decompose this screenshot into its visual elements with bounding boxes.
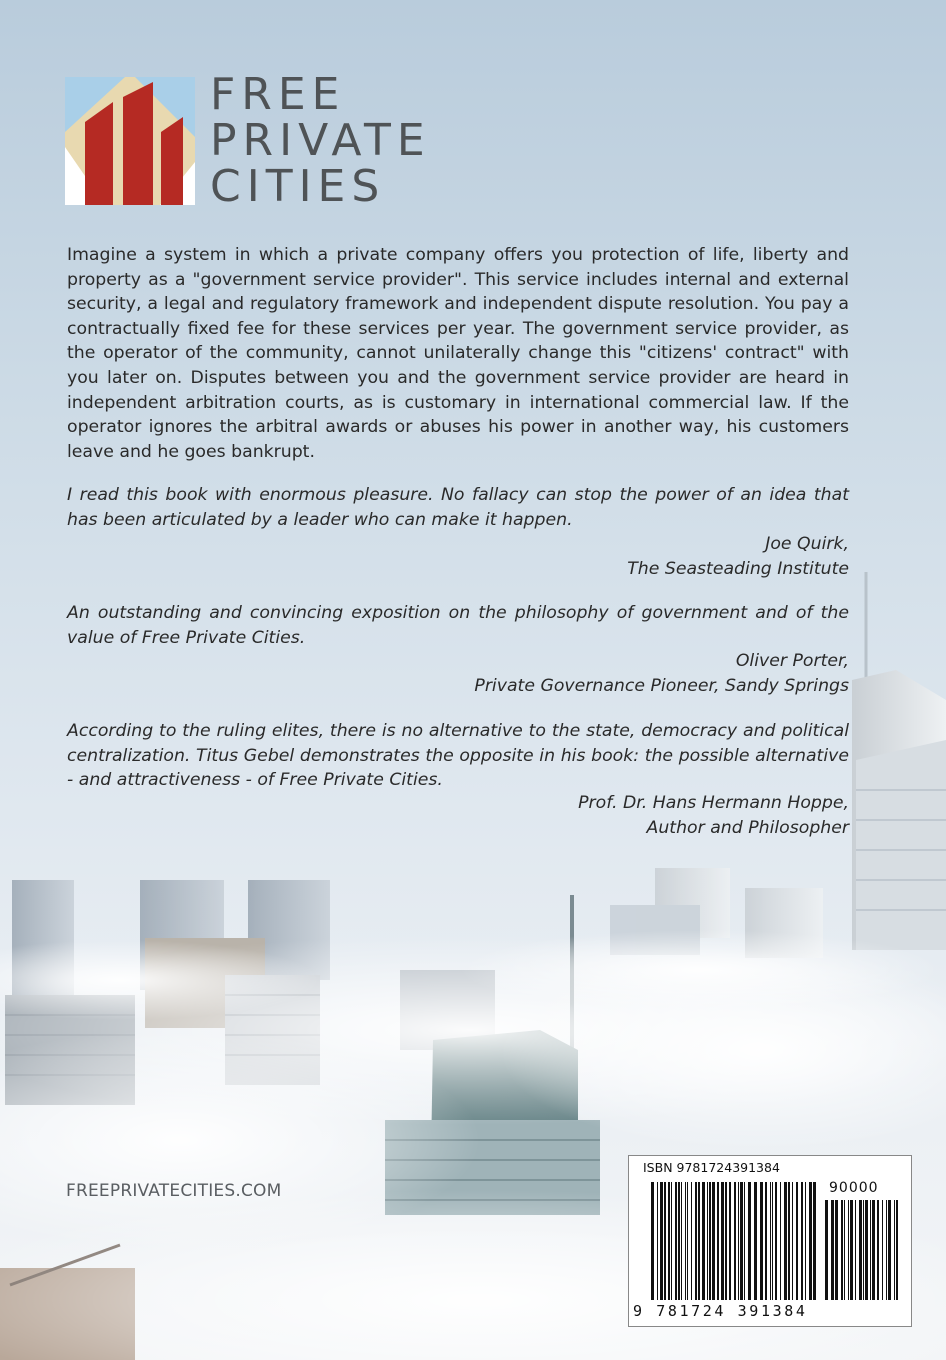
barcode-bar — [725, 1182, 727, 1300]
barcode-bar — [831, 1200, 834, 1300]
barcode-bar — [848, 1200, 849, 1300]
barcode-bar — [805, 1182, 806, 1300]
barcode-bar — [896, 1200, 898, 1300]
barcode-bar — [775, 1182, 777, 1300]
endorsement-author-1 — [249, 532, 849, 581]
barcode-bar — [850, 1200, 853, 1300]
tall-tower — [852, 572, 946, 950]
barcode-bar — [721, 1182, 724, 1300]
barcode-bar — [687, 1182, 688, 1300]
endorser-name: Joe Quirk, — [765, 534, 849, 554]
endorser-name: Prof. Dr. Hans Hermann Hoppe, — [578, 793, 849, 813]
barcode-bar — [668, 1182, 670, 1300]
endorser-name: Oliver Porter, — [735, 651, 849, 671]
barcode-bar — [734, 1182, 736, 1300]
barcode-bar — [678, 1182, 680, 1300]
barcode-bar — [744, 1182, 745, 1300]
barcode-bar — [872, 1200, 875, 1300]
free-private-cities-logo-icon — [65, 77, 195, 205]
barcode-bar — [707, 1182, 708, 1300]
barcode-bar — [877, 1200, 879, 1300]
barcode-bar — [788, 1182, 790, 1300]
barcode-bars-addon — [825, 1200, 903, 1300]
barcode-bar — [664, 1182, 666, 1300]
barcode-bar — [882, 1200, 883, 1300]
barcode-bar — [740, 1182, 743, 1300]
barcode-bar — [712, 1182, 715, 1300]
logo-wordmark — [210, 69, 510, 212]
price-code: 90000 — [829, 1180, 879, 1196]
endorsement-quote-2: An outstanding and convincing exposition on the philosophy of government and of the value of Free Private Cities. — [67, 603, 849, 648]
barcode-bar — [698, 1182, 700, 1300]
isbn-label: ISBN 9781724391384 — [643, 1160, 780, 1175]
isbn-digits: 9 781724 391384 — [633, 1302, 808, 1320]
barcode-bar — [825, 1200, 828, 1300]
endorsement-author-2 — [249, 649, 849, 698]
barcode-bar — [685, 1182, 686, 1300]
barcode-bar — [748, 1182, 751, 1300]
barcode-bar — [813, 1182, 816, 1300]
endorsement-quote-1: I read this book with enormous pleasure. No fallacy can stop the power of an idea that has been articulated by a leader who can make it happen. — [67, 485, 849, 530]
barcode-bar — [657, 1182, 658, 1300]
book-description: Imagine a system in which a private company offers you protection of life, liberty and property as a "government service provider". This service includes internal and external security, a legal and regulatory framework and independent dispute resolution. You pay a contractually fixed fee for these services per year. The government service provider, as the operator of the community, cannot unilaterally change this "citizens' contract" with you later on. Disputes between you and the government service provider are heard in independent arbitration courts, as is customary in international commercial law. If the operator ignores the arbitral awards or abuses his power in another way, his customers leave and he goes bankrupt. — [67, 245, 849, 462]
endorsement-quote-3: According to the ruling elites, there is no alternative to the state, democracy and political centralization. Titus Gebel demonstrates the opposite in his book: the possible alternative - and attractiveness - of Free Private Cities. — [67, 721, 849, 791]
barcode-bar — [886, 1200, 887, 1300]
logo-line-free: FREE — [210, 69, 346, 120]
barcode-bar — [681, 1182, 682, 1300]
barcode-bar — [835, 1200, 838, 1300]
barcode-bar — [841, 1200, 843, 1300]
barcode-bar — [660, 1182, 663, 1300]
barcode-bar — [675, 1182, 677, 1300]
barcode-bar — [844, 1200, 845, 1300]
barcode-bar — [729, 1182, 731, 1300]
barcode-bar — [863, 1200, 864, 1300]
barcode-bar — [784, 1182, 787, 1300]
endorser-affiliation: The Seasteading Institute — [627, 558, 849, 579]
website-url[interactable]: FREEPRIVATECITIES.COM — [66, 1181, 282, 1201]
barcode-bar — [760, 1182, 763, 1300]
barcode-bar — [870, 1200, 871, 1300]
logo-line-cities: CITIES — [210, 161, 386, 212]
barcode-bar — [859, 1200, 862, 1300]
barcode-bar — [792, 1182, 793, 1300]
barcode-bar — [865, 1200, 868, 1300]
barcode-bar — [671, 1182, 672, 1300]
isbn-barcode — [628, 1155, 912, 1327]
barcode-bars-main — [651, 1182, 819, 1306]
barcode-bar — [738, 1182, 739, 1300]
barcode-bar — [754, 1182, 757, 1300]
logo-line-private: PRIVATE — [210, 115, 431, 166]
barcode-bar — [765, 1182, 767, 1300]
endorsement-author-3 — [249, 791, 849, 840]
barcode-bar — [651, 1182, 654, 1300]
barcode-bar — [717, 1182, 719, 1300]
barcode-bar — [709, 1182, 711, 1300]
endorser-affiliation: Author and Philosopher — [646, 817, 849, 838]
barcode-bar — [888, 1200, 891, 1300]
barcode-bar — [770, 1182, 771, 1300]
barcode-bar — [695, 1182, 697, 1300]
barcode-bar — [809, 1182, 812, 1300]
barcode-bar — [796, 1182, 798, 1300]
barcode-bar — [780, 1182, 781, 1300]
barcode-bar — [894, 1200, 895, 1300]
barcode-bar — [691, 1182, 692, 1300]
endorser-affiliation: Private Governance Pioneer, Sandy Springs — [474, 675, 849, 696]
barcode-bar — [772, 1182, 773, 1300]
barcode-bar — [855, 1200, 856, 1300]
barcode-bar — [702, 1182, 705, 1300]
barcode-bar — [801, 1182, 803, 1300]
